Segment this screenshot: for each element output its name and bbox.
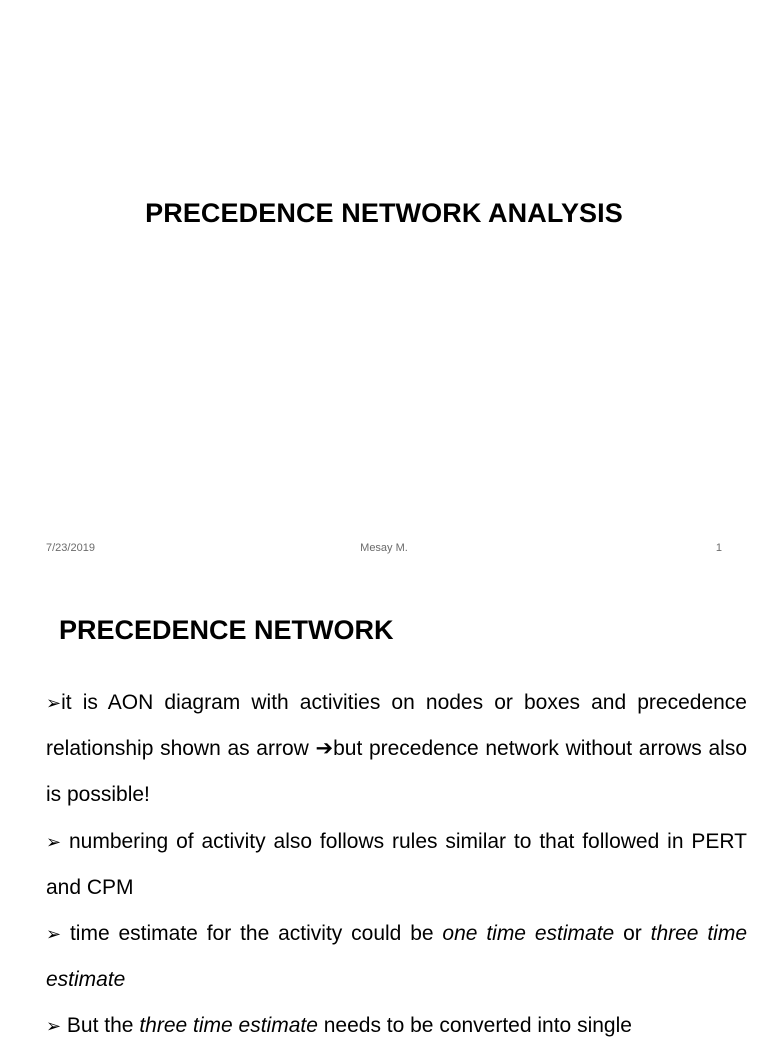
bullet-item (46, 680, 747, 819)
bullet-arrow-icon: ➢ (46, 693, 62, 713)
bullet-text: needs to be converted into single (317, 1014, 632, 1038)
footer-date: 7/23/2019 (46, 542, 95, 554)
slide2-title: PRECEDENCE NETWORK (59, 615, 394, 645)
bullet-text: But the (61, 1014, 140, 1038)
right-arrow-icon: ➔ (315, 737, 334, 761)
footer-page-number: 1 (715, 542, 722, 554)
bullet-item (46, 1003, 747, 1049)
bullet-italic-text: three time estimate (46, 922, 748, 992)
bullet-item (46, 911, 747, 1003)
footer-author: Mesay M. (360, 542, 408, 554)
bullet-text: time estimate for the activity could be (61, 922, 443, 946)
slide1-title: PRECEDENCE NETWORK ANALYSIS (145, 198, 623, 228)
bullet-text: it is AON diagram with activities on nodes or boxes and precedence relationship shown as arrow (46, 691, 747, 761)
bullet-arrow-icon: ➢ (46, 831, 62, 852)
bullet-arrow-icon: ➢ (46, 924, 62, 945)
bullet-text: or (614, 922, 651, 946)
bullet-text: but precedence network without arrows also is possible! (46, 737, 747, 807)
bullet-italic-text: one time estimate (442, 922, 615, 946)
bullet-arrow-icon: ➢ (46, 1016, 62, 1037)
bullet-text: numbering of activity also follows rules similar to that followed in PERT and CPM (46, 829, 747, 899)
slide2-body (46, 680, 747, 1050)
bullet-item (46, 819, 747, 911)
bullet-italic-text: three time estimate (139, 1014, 318, 1038)
